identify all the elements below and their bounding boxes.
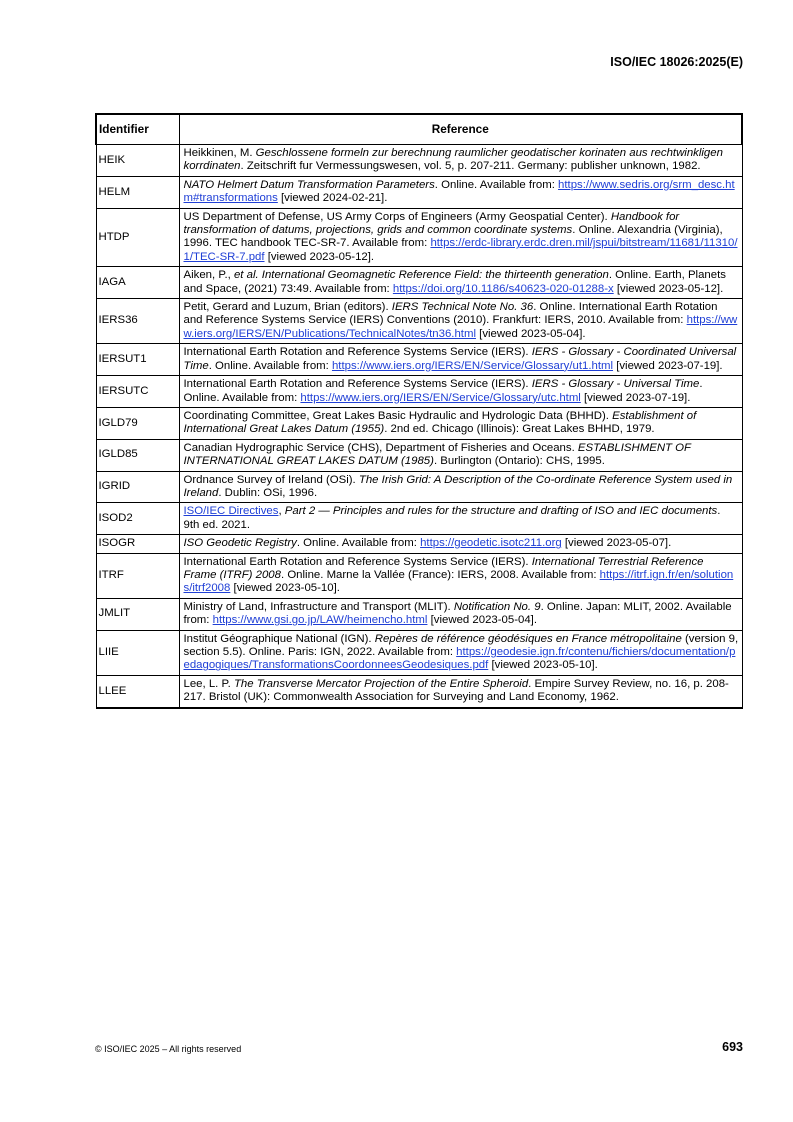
reference-segment: Petit, Gerard and Luzum, Brian (editors). <box>183 301 392 314</box>
reference-link[interactable]: https://www.sedris.org/srm_desc.htm#transformations <box>183 178 735 205</box>
references-table <box>95 113 743 709</box>
reference-identifier: JMLIT <box>96 598 179 630</box>
reference-segment: Heikkinen, M. <box>183 147 256 159</box>
reference-identifier: ISOGR <box>96 535 179 553</box>
reference-segment: US Department of Defense, US Army Corps of Engineers (Army Geospatial Center). <box>183 210 611 223</box>
table-row <box>96 344 742 376</box>
reference-identifier: ISOD2 <box>96 503 179 535</box>
table-row <box>96 176 742 208</box>
reference-identifier: IGRID <box>96 471 179 503</box>
reference-segment: [viewed 2023-05-04]. <box>427 614 537 627</box>
column-header-identifier: Identifier <box>96 114 179 145</box>
reference-title: Geschlossene formeln zur berechnung raumlicher geodatischer korinaten aus rechtwinkligen korrdinaten <box>183 147 723 173</box>
reference-segment: . Dublin: OSi, 1996. <box>218 486 318 499</box>
reference-link[interactable]: https://doi.org/10.1186/s40623-020-01288-x <box>392 282 614 295</box>
reference-title: International Terrestrial Reference Frame (ITRF) 2008 <box>183 555 704 581</box>
reference-identifier: IERS36 <box>96 299 179 344</box>
table-row <box>96 376 742 408</box>
reference-segment: [viewed 2023-05-10]. <box>488 659 598 672</box>
table-row <box>96 299 742 344</box>
reference-title: ESTABLISHMENT OF INTERNATIONAL GREAT LAKES DATUM (1985) <box>183 441 691 468</box>
reference-segment: , <box>278 505 285 518</box>
table-row <box>96 267 742 299</box>
table-row <box>96 598 742 630</box>
reference-link[interactable]: https://www.gsi.go.jp/LAW/heimencho.html <box>212 614 428 627</box>
reference-link[interactable]: https://geodetic.isotc211.org <box>420 537 562 550</box>
reference-segment: Lee, L. P. <box>183 677 234 690</box>
reference-title: Notification No. 9 <box>453 600 541 613</box>
reference-identifier: HELM <box>96 176 179 208</box>
reference-title: IERS - Glossary - Universal Time <box>531 378 700 391</box>
reference-identifier: IERSUT1 <box>96 344 179 376</box>
reference-identifier: LIIE <box>96 630 179 675</box>
table-row <box>96 208 742 267</box>
reference-identifier: HTDP <box>96 208 179 267</box>
reference-link[interactable]: https://itrf.ign.fr/en/solutions/itrf2008 <box>183 568 734 595</box>
reference-segment: . 2nd ed. Chicago (Illinois): Great Lakes BHHD, 1979. <box>384 423 655 436</box>
reference-segment: Aiken, P., <box>183 269 234 282</box>
table-row <box>96 630 742 675</box>
reference-text <box>179 344 742 376</box>
reference-text <box>179 503 742 535</box>
reference-title: Establishment of International Great Lakes Datum (1955) <box>183 409 697 436</box>
reference-text <box>179 176 742 208</box>
reference-segment: . Online. Japan: MLIT, 2002. Available from: <box>183 600 732 627</box>
reference-segment: [viewed 2023-05-12]. <box>613 282 724 295</box>
reference-segment: International Earth Rotation and Reference Systems Service (IERS). <box>183 346 532 359</box>
reference-identifier: IAGA <box>96 267 179 299</box>
reference-segment: Ordnance Survey of Ireland (OSi). <box>183 473 359 486</box>
copyright-notice: © ISO/IEC 2025 – All rights reserved <box>95 1044 242 1054</box>
reference-title: IERS - Glossary - Coordinated Universal Time <box>183 346 737 372</box>
reference-link[interactable]: https://erdc-library.erdc.dren.mil/jspui/bitstream/11681/11310/1/TEC-SR-7.pdf <box>183 237 738 263</box>
page-number: 693 <box>722 1040 743 1054</box>
table-header-row <box>96 114 742 145</box>
reference-segment: . Zeitschrift fur Vermessungswesen, vol. 5, p. 207-211. Germany: publisher unknown, 1982. <box>240 160 701 173</box>
references-table-body <box>96 145 742 708</box>
reference-segment: . Online. Available from: <box>296 537 421 550</box>
reference-segment: [viewed 2023-05-12]. <box>264 250 375 263</box>
table-row <box>96 471 742 503</box>
reference-title: Part 2 — Principles and rules for the structure and drafting of ISO and IEC documents <box>284 505 718 518</box>
table-row <box>96 439 742 471</box>
reference-segment: [viewed 2023-05-07]. <box>561 537 672 550</box>
reference-segment: . 9th ed. 2021. <box>183 505 721 531</box>
reference-segment: Institut Géographique National (IGN). <box>183 632 375 645</box>
reference-title: IERS Technical Note No. 36 <box>391 301 534 314</box>
reference-title: ISO Geodetic Registry <box>183 537 297 550</box>
reference-link[interactable]: https://geodesie.ign.fr/contenu/fichiers/documentation/pedagogiques/TransformationsCoordonneesGeodesiques.pdf <box>183 646 736 672</box>
reference-segment: [viewed 2023-07-19]. <box>613 359 723 372</box>
reference-segment: Coordinating Committee, Great Lakes Basic Hydraulic and Hydrologic Data (BHHD). <box>183 409 613 422</box>
reference-title: NATO Helmert Datum Transformation Parameters <box>183 178 435 191</box>
reference-segment: . Online. Marne la Vallée (France): IERS, 2008. Available from: <box>280 568 600 581</box>
reference-text <box>179 630 742 675</box>
reference-title: Repères de référence géodésiques en France métropolitaine <box>374 632 682 645</box>
reference-text <box>179 267 742 299</box>
reference-segment: . Online. Available from: <box>434 178 559 191</box>
reference-link[interactable]: ISO/IEC Directives <box>183 505 279 518</box>
reference-segment: . Burlington (Ontario): CHS, 1995. <box>433 455 605 468</box>
reference-text <box>179 675 742 707</box>
reference-link[interactable]: https://www.iers.org/IERS/EN/Service/Glossary/utc.html <box>300 391 581 404</box>
reference-segment: [viewed 2023-05-10]. <box>230 582 340 595</box>
reference-segment: . Online. Alexandria (Virginia), 1996. TEC handbook TEC-SR-7. Available from: <box>183 224 723 250</box>
reference-identifier: HEIK <box>96 145 179 177</box>
reference-segment: International Earth Rotation and Reference Systems Service (IERS). <box>183 378 532 391</box>
reference-text <box>179 535 742 553</box>
reference-text <box>179 553 742 598</box>
reference-identifier: ITRF <box>96 553 179 598</box>
reference-segment: . Empire Survey Review, no. 16, p. 208-217. Bristol (UK): Commonwealth Association for Surveying and Land Economy, 1962. <box>183 677 729 704</box>
reference-segment: (version 9, section 5.5). Online. Paris: IGN, 2022. Available from: <box>183 632 739 658</box>
reference-segment: [viewed 2023-05-04]. <box>476 327 586 340</box>
reference-identifier: IGLD85 <box>96 439 179 471</box>
reference-segment: . Online. International Earth Rotation and Reference Systems Service (IERS) Conventions (2010). Frankfurt: IERS, 2010. Available from: <box>183 301 718 327</box>
reference-text <box>179 439 742 471</box>
reference-link[interactable]: https://www.iers.org/IERS/EN/Service/Glossary/ut1.html <box>331 359 614 372</box>
reference-identifier: LLEE <box>96 675 179 707</box>
reference-segment: [viewed 2024-02-21]. <box>277 192 388 205</box>
table-row <box>96 407 742 439</box>
reference-segment: . Online. Available from: <box>208 359 332 372</box>
reference-link[interactable]: https://www.iers.org/IERS/EN/Publications/TechnicalNotes/tn36.html <box>183 314 738 340</box>
reference-text <box>179 145 742 177</box>
reference-title: The Irish Grid: A Description of the Co-ordinate Reference System used in Ireland <box>183 473 733 499</box>
reference-text <box>179 299 742 344</box>
table-row <box>96 535 742 553</box>
reference-segment: Ministry of Land, Infrastructure and Transport (MLIT). <box>183 600 454 613</box>
reference-text <box>179 376 742 408</box>
reference-segment: Canadian Hydrographic Service (CHS), Department of Fisheries and Oceans. <box>183 441 578 454</box>
reference-segment: International Earth Rotation and Reference Systems Service (IERS). <box>183 555 532 568</box>
reference-text <box>179 471 742 503</box>
reference-text <box>179 208 742 267</box>
table-row <box>96 553 742 598</box>
reference-text <box>179 598 742 630</box>
reference-segment: . Online. Available from: <box>183 378 703 404</box>
document-identifier: ISO/IEC 18026:2025(E) <box>610 55 743 69</box>
reference-title: et al. International Geomagnetic Reference Field: the thirteenth generation <box>233 269 609 282</box>
reference-segment: [viewed 2023-07-19]. <box>580 391 691 404</box>
table-row <box>96 503 742 535</box>
reference-text <box>179 407 742 439</box>
column-header-reference: Reference <box>179 114 742 145</box>
table-row <box>96 145 742 177</box>
table-row <box>96 675 742 707</box>
reference-title: Handbook for transformation of datums, projections, grids and common coordinate systems <box>183 210 680 237</box>
reference-title: The Transverse Mercator Projection of the Entire Spheroid <box>233 677 529 690</box>
reference-segment: . Online. Earth, Planets and Space, (2021) 73:49. Available from: <box>183 269 726 295</box>
reference-identifier: IERSUTC <box>96 376 179 408</box>
reference-identifier: IGLD79 <box>96 407 179 439</box>
